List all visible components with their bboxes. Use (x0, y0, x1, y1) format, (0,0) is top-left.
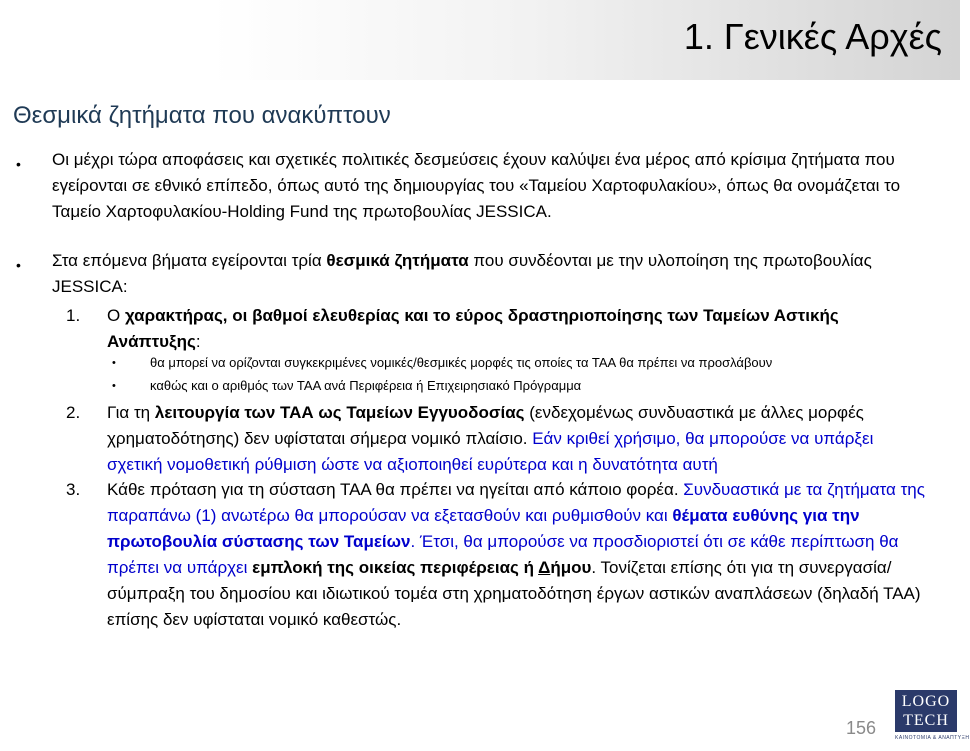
logo-tagline: ΚΑΙΝΟΤΟΜΙΑ & ΑΝΑΠΤΥΞΗ (895, 735, 970, 741)
logo-line-2: TECH (903, 712, 949, 729)
sub-item-2: καθώς και ο αριθμός των ΤΑΑ ανά Περιφέρεια ή Επιχειρησιακό Πρόγραμμα (150, 378, 582, 393)
item-text-1: Ο χαρακτήρας, οι βαθμοί ελευθερίας και το εύρος δραστηριοποίησης των Ταμείων Αστικής Ανάπτυξης: (107, 306, 839, 351)
section-subtitle: Θεσμικά ζητήματα που ανακύπτουν (13, 102, 391, 129)
slide-title: 1. Γενικές Αρχές (683, 16, 942, 57)
item-number-2: 2. (66, 403, 81, 422)
item-number-3: 3. (66, 480, 81, 499)
logotech-logo (895, 690, 970, 746)
item-number-1: 1. (66, 306, 81, 325)
bullet-paragraph-2: Στα επόμενα βήματα εγείρονται τρία θεσμικά ζητήματα που συνδέονται με την υλοποίηση της πρωτοβουλίας JESSICA: (52, 251, 872, 296)
logo-mark (895, 690, 957, 732)
sub-item-1: θα μπορεί να ορίζονται συγκεκριμένες νομικές/θεσμικές μορφές τις οποίες τα ΤΑΑ θα πρέπει να προσλάβουν (150, 355, 773, 370)
sub-bullet-icon: • (112, 357, 116, 369)
bullet-icon: • (16, 156, 21, 172)
bullet-paragraph-1: Οι μέχρι τώρα αποφάσεις και σχετικές πολιτικές δεσμεύσεις έχουν καλύψει ένα μέρος από κρίσιμα ζητήματα που εγείρονται σε εθνικό επίπεδο, όπως αυτό της δημιουργίας του «Ταμείου Χαρτοφυλακίου», όπως θα ονομάζεται το Ταμείο Χαρτοφυλακίου-Holding Fund της πρωτοβουλίας JESSICA. (52, 150, 901, 221)
page-number: 156 (846, 718, 877, 738)
item-text-3: Κάθε πρόταση για τη σύσταση ΤΑΑ θα πρέπει να ηγείται από κάποιο φορέα. Συνδυαστικά με τα ζητήματα της παραπάνω (1) ανωτέρω θα μπορούσαν να εξετασθούν και ρυθμισθούν και θέματα ευθύνης για την πρωτοβουλία σύστασης των Ταμείων. Έτσι, θα μπορούσε να προσδιοριστεί ότι σε κάθε περίπτωση θα πρέπει να υπάρχει εμπλοκή της οικείας περιφέρειας ή Δήμου. Τονίζεται επίσης ότι για τη συνεργασία/σύμπραξη του δημοσίου και ιδιωτικού τομέα στη χρηματοδότηση έργων αστικών αναπλάσεων (δηλαδή ΤΑΑ) επίσης δεν υφίσταται νομικό καθεστώς. (107, 480, 925, 629)
item-text-2: Για τη λειτουργία των ΤΑΑ ως Ταμείων Εγγυοδοσίας (ενδεχομένως συνδυαστικά με άλλες μορφές χρηματοδότησης) δεν υφίσταται σήμερα νομικό πλαίσιο. Εάν κριθεί χρήσιμο, θα μπορούσε να υπάρξει σχετική νομοθετική ρύθμιση ώστε να αξιοποιηθεί ευρύτερα και η δυνατότητα αυτή (107, 403, 874, 474)
bullet-icon: • (16, 257, 21, 273)
sub-bullet-icon: • (112, 380, 116, 392)
logo-line-1: LOGO (901, 693, 951, 710)
